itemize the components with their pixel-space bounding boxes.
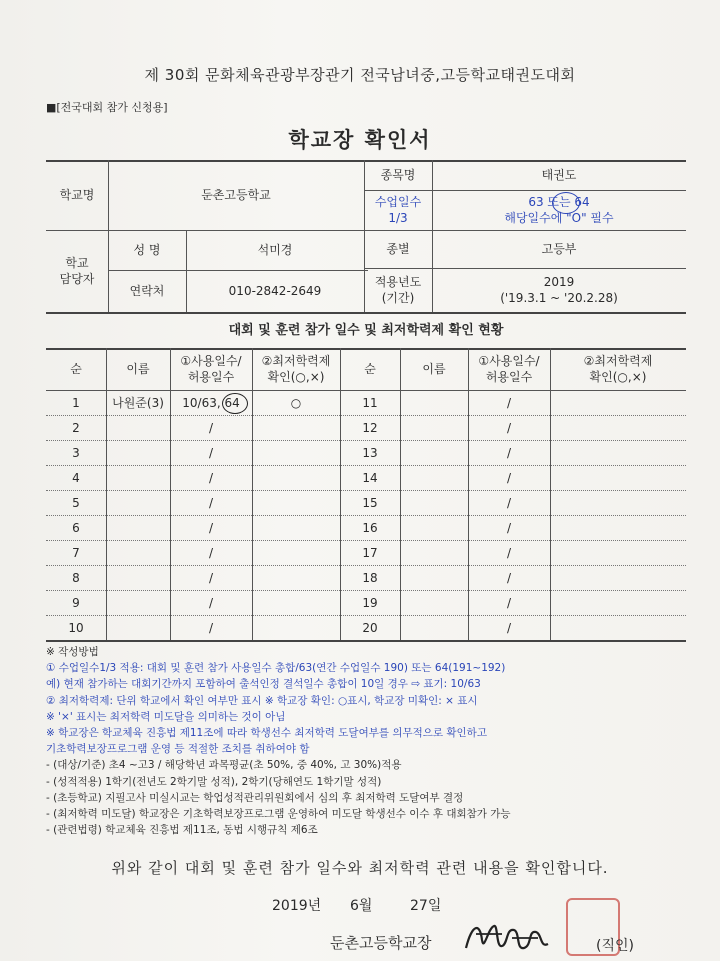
header-name: 이름: [126, 362, 150, 376]
row-days-right: /: [506, 420, 512, 435]
row-number: 6: [72, 520, 80, 535]
row-days: /: [208, 545, 214, 560]
note-line: - (관련법령) 학교체육 진흥법 제11조, 동법 시행규칙 제6조: [46, 824, 318, 837]
row-number: 7: [72, 545, 80, 560]
row-grade: [252, 615, 340, 640]
manager-label: [46, 230, 108, 312]
date-day: 27일: [410, 898, 442, 914]
row-days: 10/63, 64: [182, 395, 240, 410]
row-grade: [252, 590, 340, 615]
row-name: [106, 540, 170, 565]
header-days-right: [468, 348, 550, 390]
row-number: 8: [72, 570, 80, 585]
row-number-right: 11: [362, 395, 378, 410]
row-days: /: [208, 570, 214, 585]
year-label-line1: 적용년도: [374, 275, 422, 289]
note-line: ※ 작성방법: [46, 646, 99, 658]
header-days: [170, 348, 252, 390]
header-name-right: 이름: [422, 362, 446, 376]
school-days-label-line1: 수업일수: [374, 195, 422, 209]
confirmation-text: 위와 같이 대회 및 훈련 참가 일수와 최저학력 관련 내용을 확인합니다.: [111, 859, 609, 877]
row-name: [106, 415, 170, 440]
col-line: [400, 348, 401, 640]
row-days: /: [208, 595, 214, 610]
header-days-right-line1: ①사용일수/: [478, 354, 540, 368]
col-line: [550, 348, 551, 640]
row-number-right: 15: [362, 495, 378, 510]
row-grade: [252, 540, 340, 565]
row-number-right: 13: [362, 445, 378, 460]
row-number: 9: [72, 595, 80, 610]
row-grade: [252, 565, 340, 590]
date-year: 2019년: [272, 898, 322, 914]
row-number: 4: [72, 470, 80, 485]
header-days-line2: 허용일수: [187, 370, 235, 384]
school-days-value-line1: 63 또는 64: [528, 195, 590, 209]
header-no: 순: [70, 362, 82, 376]
principal-signature: [462, 918, 552, 958]
header-grade-right-line1: ②최저학력제: [583, 354, 653, 368]
year-label-line2: (기간): [381, 291, 415, 305]
document-title: 학교장 확인서: [288, 128, 432, 152]
manager-label-line1: 학교: [65, 256, 89, 270]
row-number: 10: [68, 620, 84, 635]
header-grade-line2: 확인(○,×): [267, 370, 325, 384]
note-line: ② 최저학력제: 단위 학교에서 확인 여부만 표시 ※ 학교장 확인: ○표시, 학교장 미확인: × 표시: [46, 694, 478, 707]
row-number: 2: [72, 420, 80, 435]
note-line: ※ '×' 표시는 최저학력 미도달을 의미하는 것이 아님: [46, 710, 286, 723]
note-line: 예) 현재 참가하는 대회기간까지 포함하여 출석인정 결석일수 총합이 10일 경우 ⇨ 표기: 10/63: [46, 678, 481, 691]
header-grade: [252, 348, 340, 390]
row-name: [106, 465, 170, 490]
row-grade: [252, 490, 340, 515]
row-number-right: 14: [362, 470, 378, 485]
row-days-right: /: [506, 545, 512, 560]
status-title: 대회 및 훈련 참가 일수 및 최저학력제 확인 현황: [228, 323, 504, 338]
school-days-label: [364, 190, 432, 230]
event-value: 태권도: [541, 168, 577, 182]
row-days: /: [208, 445, 214, 460]
row-days-right: /: [506, 570, 512, 585]
header-grade-right: [550, 348, 686, 390]
row-days-right: /: [506, 520, 512, 535]
status-bottom-border: [46, 640, 686, 642]
note-line: - (성적적용) 1학기(전년도 2학기말 성적), 2학기(당해연도 1학기말 성적): [46, 775, 382, 788]
school-value: 둔촌고등학교: [201, 188, 271, 202]
row-days-right: /: [506, 595, 512, 610]
note-line: 기초학력보장프로그램 운영 등 적절한 조치를 취하여야 함: [46, 743, 310, 756]
school-label: 학교명: [59, 188, 95, 202]
row-grade: ○: [290, 395, 302, 410]
name-value: 석미경: [257, 243, 293, 257]
category-value: 고등부: [541, 242, 577, 256]
header-grade-right-line2: 확인(○,×): [589, 370, 647, 384]
year-label: [364, 268, 432, 312]
event-label: 종목명: [380, 168, 416, 182]
row-grade: [252, 440, 340, 465]
row-name: [106, 615, 170, 640]
row-days-right: /: [506, 470, 512, 485]
row-grade: [252, 465, 340, 490]
row-name: [106, 440, 170, 465]
row-name: 나원준(3): [112, 395, 164, 410]
row-name: [106, 590, 170, 615]
manager-label-line2: 담당자: [59, 272, 95, 286]
row-number-right: 19: [362, 595, 378, 610]
row-days: /: [208, 470, 214, 485]
category-label: 종별: [386, 242, 410, 256]
row-name: [106, 515, 170, 540]
row-number-right: 18: [362, 570, 378, 585]
row-number-right: 20: [362, 620, 378, 635]
row-number: 1: [72, 395, 80, 410]
note-line: - (초등학교) 지필고사 미실시교는 학업성적관리위원회에서 심의 후 최저학력 도달여부 결정: [46, 791, 464, 804]
year-value: [432, 268, 686, 312]
date-month: 6월: [350, 898, 373, 914]
row-days: /: [208, 420, 214, 435]
allowed-days-circle: [222, 393, 248, 414]
note-line: ① 수업일수1/3 적용: 대회 및 훈련 참가 사용일수 총합/63(연간 수업일수 190) 또는 64(191~192): [46, 662, 506, 675]
selected-days-circle: [552, 192, 580, 214]
header-days-line1: ①사용일수/: [180, 354, 242, 368]
note-line: ※ 학교장은 학교체육 진흥법 제11조에 따라 학생선수 최저학력 도달여부를 의무적으로 확인하고: [46, 727, 487, 740]
form-tag: ■[전국대회 참가 신청용]: [46, 101, 168, 114]
instructions: [46, 644, 686, 838]
row-name: [106, 565, 170, 590]
row-days-right: /: [506, 395, 512, 410]
note-line: - (대상/기준) 초4 ~고3 / 해당학년 과목평균(초 50%, 중 40%, 고 30%)적용: [46, 759, 402, 772]
row-days: /: [208, 620, 214, 635]
school-days-value-line2: 해당일수에 "O" 필수: [504, 211, 614, 225]
row-grade: [252, 515, 340, 540]
stamp-label: (직인): [596, 938, 634, 954]
name-label: 성 명: [133, 243, 161, 257]
row-days: /: [208, 520, 214, 535]
header-grade-line1: ②최저학력제: [261, 354, 331, 368]
header-days-right-line2: 허용일수: [485, 370, 533, 384]
row-number-right: 12: [362, 420, 378, 435]
row-number-right: 17: [362, 545, 378, 560]
row-days-right: /: [506, 620, 512, 635]
header-no-right: 순: [364, 362, 376, 376]
event-title: 제 30회 문화체육관광부장관기 전국남녀중,고등학교태권도대회: [144, 66, 576, 84]
row-grade: [252, 415, 340, 440]
note-line: - (최저학력 미도달) 학교장은 기초학력보장프로그램 운영하여 미도달 학생선수 이수 후 대회참가 가능: [46, 808, 511, 821]
row-days-right: /: [506, 445, 512, 460]
row-number: 5: [72, 495, 80, 510]
principal-name: 둔촌고등학교장: [330, 934, 432, 952]
row-number-right: 16: [362, 520, 378, 535]
year-value-line1: 2019: [543, 275, 575, 289]
row-name: [106, 490, 170, 515]
year-value-line2: ('19.3.1 ~ '20.2.28): [500, 291, 618, 305]
row-number: 3: [72, 445, 80, 460]
school-days-label-line2: 1/3: [388, 211, 408, 225]
contact-label: 연락처: [129, 284, 165, 298]
contact-value: 010-2842-2649: [228, 284, 322, 298]
row-days-right: /: [506, 495, 512, 510]
row-days: /: [208, 495, 214, 510]
